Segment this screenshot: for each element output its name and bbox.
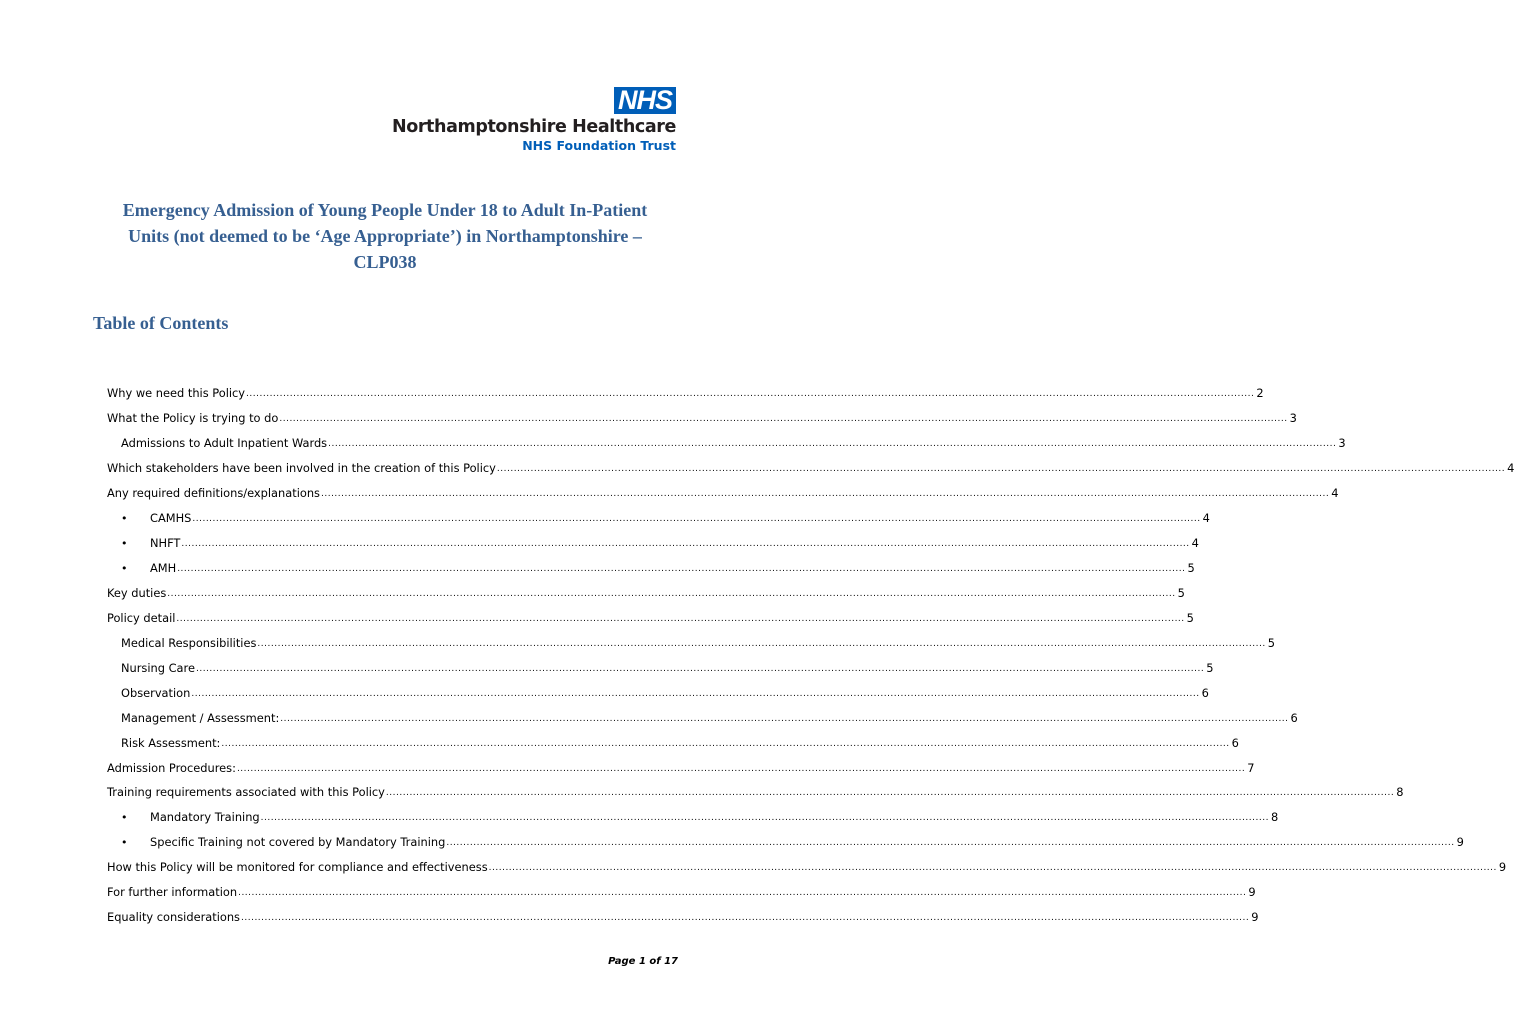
table-of-contents: [107, 381, 1514, 930]
toc-entry-specific-training[interactable]: • Specific Training not covered by Mandatory Training ............................................................................................................................................................................................................................................................................................................ 9: [121, 835, 1464, 850]
toc-entry-equality-considerations[interactable]: Equality considerations ............................................................................................................................................................................................................................................................................................................ 9: [107, 910, 1259, 925]
bullet-icon: •: [121, 835, 128, 849]
toc-entry-management-assessment[interactable]: Management / Assessment: ............................................................................................................................................................................................................................................................................................................ 6: [121, 710, 1298, 725]
toc-entry-admissions-adult-wards[interactable]: Admissions to Adult Inpatient Wards ............................................................................................................................................................................................................................................................................................................ 3: [121, 436, 1346, 451]
toc-entry-nhft[interactable]: • NHFT ............................................................................................................................................................................................................................................................................................................ 4: [121, 536, 1199, 551]
toc-entry-risk-assessment[interactable]: Risk Assessment: ............................................................................................................................................................................................................................................................................................................ 6: [121, 735, 1239, 750]
toc-entry-medical-responsibilities[interactable]: Medical Responsibilities ............................................................................................................................................................................................................................................................................................................ 5: [121, 635, 1275, 650]
org-name: Northamptonshire Healthcare: [391, 117, 676, 137]
org-subtitle: NHS Foundation Trust: [522, 138, 676, 153]
toc-entry-training-requirements[interactable]: Training requirements associated with this Policy ............................................................................................................................................................................................................................................................................................................ 8: [107, 785, 1404, 800]
bullet-icon: •: [121, 561, 128, 575]
toc-entry-amh[interactable]: • AMH ............................................................................................................................................................................................................................................................................................................ 5: [121, 561, 1195, 576]
toc-entry-admission-procedures[interactable]: Admission Procedures: ............................................................................................................................................................................................................................................................................................................ 7: [107, 760, 1255, 775]
toc-entry-monitoring[interactable]: How this Policy will be monitored for compliance and effectiveness ............................................................................................................................................................................................................................................................................................................ 9: [107, 860, 1507, 875]
toc-entry-key-duties[interactable]: Key duties ............................................................................................................................................................................................................................................................................................................ 5: [107, 585, 1185, 600]
toc-entry-camhs[interactable]: • CAMHS ............................................................................................................................................................................................................................................................................................................ 4: [121, 511, 1210, 526]
nhs-logo: [376, 87, 676, 153]
toc-entry-observation[interactable]: Observation ............................................................................................................................................................................................................................................................................................................ 6: [121, 685, 1209, 700]
document-title: [95, 197, 675, 275]
toc-entry-definitions[interactable]: Any required definitions/explanations ............................................................................................................................................................................................................................................................................................................ 4: [107, 486, 1339, 501]
toc-entry-further-information[interactable]: For further information ............................................................................................................................................................................................................................................................................................................ 9: [107, 885, 1256, 900]
bullet-icon: •: [121, 810, 128, 824]
toc-heading: Table of Contents: [93, 313, 229, 333]
toc-entry-what-policy-trying[interactable]: What the Policy is trying to do ............................................................................................................................................................................................................................................................................................................ 3: [107, 411, 1297, 426]
toc-entry-stakeholders[interactable]: Which stakeholders have been involved in the creation of this Policy ............................................................................................................................................................................................................................................................................................................ 4: [107, 461, 1514, 476]
title-line-2: Units (not deemed to be ‘Age Appropriate’) in Northamptonshire –: [128, 226, 642, 246]
toc-entry-nursing-care[interactable]: Nursing Care ............................................................................................................................................................................................................................................................................................................ 5: [121, 660, 1214, 675]
title-line-3: CLP038: [353, 252, 417, 272]
title-line-1: Emergency Admission of Young People Under 18 to Adult In-Patient: [122, 200, 648, 220]
toc-entry-mandatory-training[interactable]: • Mandatory Training ............................................................................................................................................................................................................................................................................................................ 8: [121, 810, 1279, 825]
toc-entry-why-we-need[interactable]: Why we need this Policy ............................................................................................................................................................................................................................................................................................................ 2: [107, 386, 1264, 401]
page-number: Page 1 of 17: [608, 956, 678, 967]
bullet-icon: •: [121, 511, 128, 525]
bullet-icon: •: [121, 536, 128, 550]
nhs-badge: NHS: [614, 87, 676, 114]
toc-entry-policy-detail[interactable]: Policy detail ............................................................................................................................................................................................................................................................................................................ 5: [107, 610, 1194, 625]
